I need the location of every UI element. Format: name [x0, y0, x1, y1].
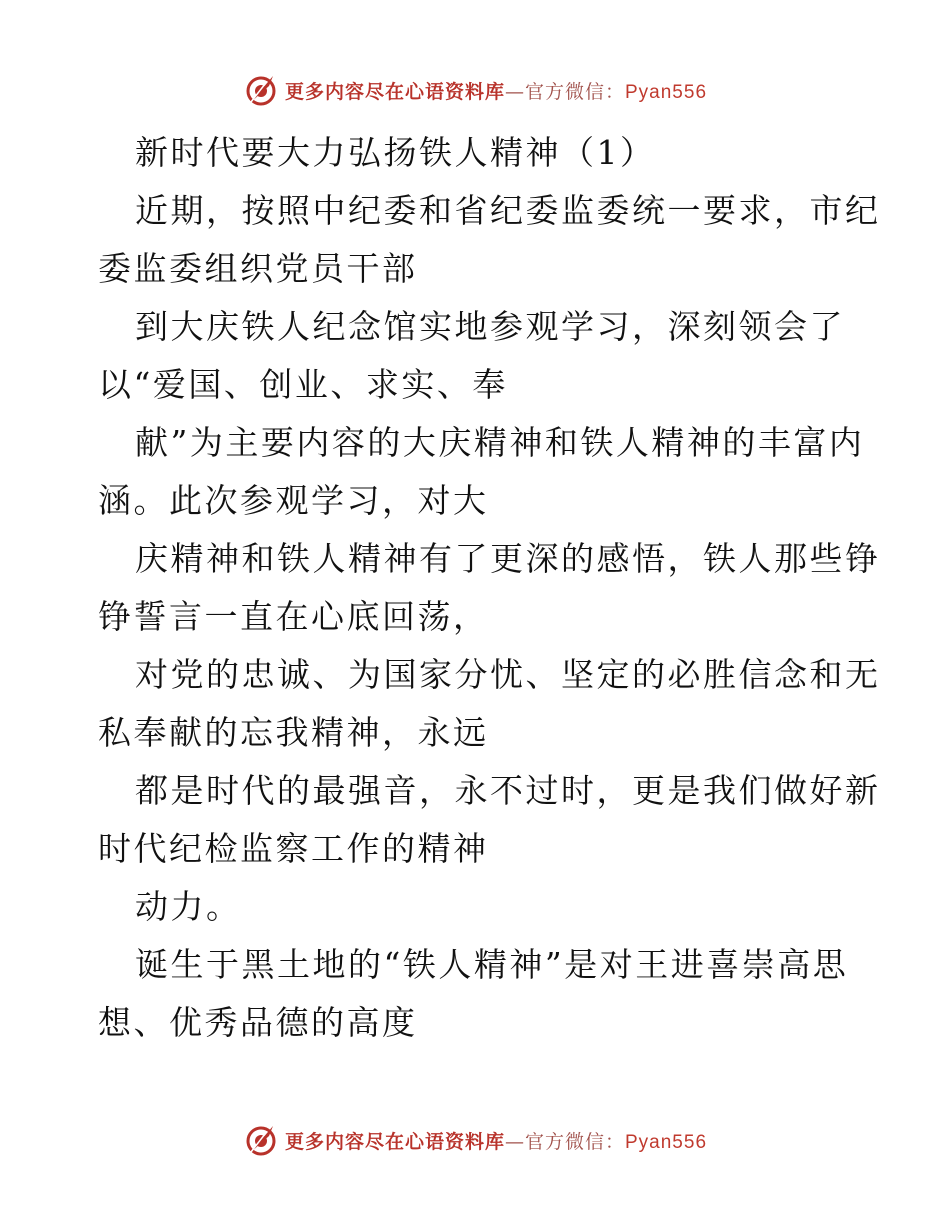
text-line: 想、优秀品德的高度 [98, 1003, 418, 1042]
banner-wechat-id: Pyan556 [625, 1131, 708, 1153]
banner-separator: — [504, 80, 525, 103]
text-line: 都是时代的最强音，永不过时，更是我们做好新 [135, 771, 881, 810]
text-line: 对党的忠诚、为国家分忧、坚定的必胜信念和无 [135, 655, 881, 694]
text-line: 涵。此次参观学习，对大 [98, 481, 489, 520]
text-line: 动力。 [135, 887, 242, 926]
banner-wechat-label: 官方微信： [524, 80, 625, 103]
footer-banner [0, 1118, 950, 1162]
text-line: 献”为主要内容的大庆精神和铁人精神的丰富内 [135, 423, 865, 462]
banner-wechat-label: 官方微信： [524, 1130, 625, 1153]
banner-separator: — [504, 1130, 525, 1153]
banner-main-text: 更多内容尽在心语资料库 [284, 1130, 505, 1153]
text-line: 新时代要大力弘扬铁人精神（1） [135, 133, 656, 172]
banner-wechat-id: Pyan556 [625, 81, 708, 103]
text-line: 庆精神和铁人精神有了更深的感悟，铁人那些铮 [135, 539, 881, 578]
feather-logo-icon [243, 1122, 279, 1158]
text-line: 委监委组织党员干部 [98, 249, 418, 288]
header-banner [0, 68, 950, 112]
document-body [98, 124, 881, 1052]
text-line: 近期，按照中纪委和省纪委监委统一要求，市纪 [135, 191, 881, 230]
text-line: 到大庆铁人纪念馆实地参观学习，深刻领会了 [135, 307, 845, 346]
feather-logo-icon [243, 72, 279, 108]
text-line: 时代纪检监察工作的精神 [98, 829, 489, 868]
text-line: 私奉献的忘我精神，永远 [98, 713, 489, 752]
banner-main-text: 更多内容尽在心语资料库 [284, 80, 505, 103]
text-line: 以“爱国、创业、求实、奉 [98, 365, 508, 404]
text-line: 诞生于黑土地的“铁人精神”是对王进喜崇高思 [135, 945, 849, 984]
text-line: 铮誓言一直在心底回荡， [98, 597, 489, 636]
